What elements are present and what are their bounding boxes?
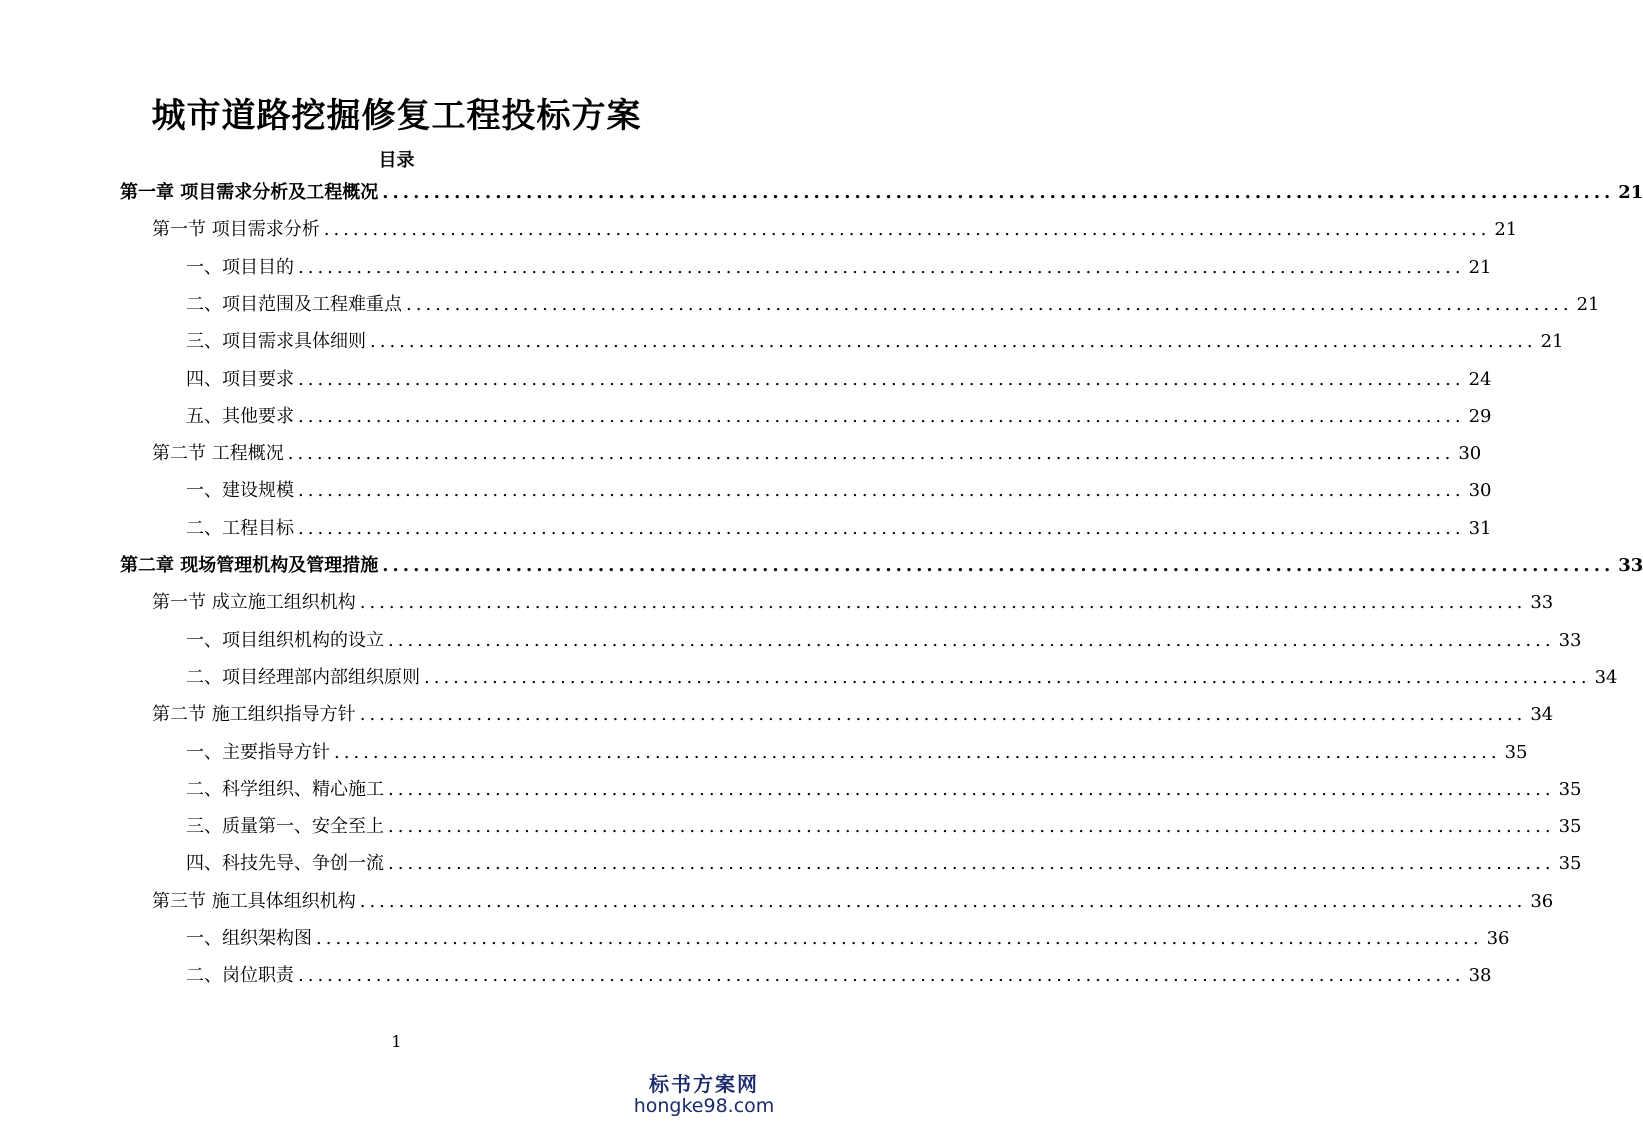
toc-entry-label: 第一节 成立施工组织机构 [152, 592, 356, 614]
toc-entry-page: 30 [1458, 443, 1482, 465]
toc-entry[interactable] [186, 510, 1492, 547]
toc-leader-dots: ........................................................................................................................ [388, 778, 1555, 800]
toc-leader-dots: ........................................................................................................................ [287, 443, 1455, 465]
toc-entry-label: 一、建设规模 [186, 480, 294, 502]
toc-leader-dots: ........................................................................................................................ [334, 741, 1501, 763]
toc-entry-page: 21 [1494, 219, 1518, 241]
watermark-name: 标书方案网 [649, 1072, 759, 1096]
toc-leader-dots: ........................................................................................................................ [298, 368, 1465, 390]
toc-entry-page: 33 [1530, 592, 1554, 614]
toc-entry-label: 二、项目经理部内部组织原则 [186, 666, 420, 688]
toc-entry-label: 四、项目要求 [186, 368, 294, 390]
toc-entry-label: 一、项目目的 [186, 256, 294, 278]
watermark-url: hongke98.com [633, 1095, 775, 1117]
toc-leader-dots: ........................................................................................................................ [298, 517, 1465, 539]
toc-leader-dots: ........................................................................................................................ [359, 592, 1527, 614]
toc-entry-label: 二、科学组织、精心施工 [186, 778, 384, 800]
toc-leader-dots: ........................................................................................................................ [298, 480, 1465, 502]
toc-entry[interactable] [186, 659, 1618, 696]
toc-entry-label: 第二节 施工组织指导方针 [152, 704, 356, 726]
toc-leader-dots: ........................................................................................................................ [298, 405, 1465, 427]
toc-leader-dots: ........................................................................................................................ [298, 256, 1465, 278]
toc-entry-page: 33 [1558, 629, 1582, 651]
toc-entry-page: 30 [1468, 480, 1492, 502]
toc-leader-dots: ........................................................................................................................ [424, 666, 1591, 688]
toc-heading: 目录 [378, 150, 415, 171]
toc-entry-page: 29 [1468, 405, 1492, 427]
toc-entry-page: 21 [1468, 256, 1492, 278]
toc-entry-page: 38 [1468, 965, 1492, 987]
toc-leader-dots: ........................................................................................................................ [382, 555, 1615, 576]
toc-entry-page: 31 [1468, 517, 1492, 539]
toc-entry-label: 三、项目需求具体细则 [186, 331, 366, 353]
toc-entry-page: 21 [1618, 182, 1643, 203]
page-number: 1 [391, 1032, 402, 1051]
toc-entry-label: 二、项目范围及工程难重点 [186, 293, 402, 315]
toc-entry[interactable] [152, 584, 1554, 621]
toc-entry[interactable] [186, 398, 1492, 435]
toc-leader-dots: ........................................................................................................................ [388, 853, 1555, 875]
toc-entry-page: 33 [1618, 555, 1643, 576]
watermark-logo [629, 1068, 779, 1117]
toc-leader-dots: ........................................................................................................................ [298, 965, 1465, 987]
toc-leader-dots: ........................................................................................................................ [359, 890, 1527, 912]
toc-entry[interactable] [152, 883, 1554, 920]
toc-entry[interactable] [186, 249, 1492, 286]
toc-entry[interactable] [186, 845, 1582, 882]
toc-entry-label: 二、工程目标 [186, 517, 294, 539]
toc-leader-dots: ........................................................................................................................ [406, 293, 1573, 315]
toc-leader-dots: ........................................................................................................................ [388, 816, 1555, 838]
toc-leader-dots: ........................................................................................................................ [370, 331, 1537, 353]
toc-entry-page: 35 [1504, 741, 1528, 763]
toc-entry-label: 一、组织架构图 [186, 928, 312, 949]
toc-leader-dots: ........................................................................................................................ [359, 704, 1527, 726]
toc-entry-label: 第一章 项目需求分析及工程概况 [120, 182, 379, 203]
toc-leader-dots: ........................................................................................................................ [388, 629, 1555, 651]
toc-entry[interactable] [186, 622, 1582, 659]
toc-entry[interactable] [186, 286, 1600, 323]
toc-entry-page: 34 [1530, 704, 1554, 726]
toc-entry-label: 第二节 工程概况 [152, 443, 284, 465]
toc-entry-page: 21 [1576, 293, 1600, 315]
toc-entry-label: 一、项目组织机构的设立 [186, 629, 384, 651]
toc-entry-label: 第一节 项目需求分析 [152, 219, 320, 241]
toc-entry-page: 34 [1594, 666, 1618, 688]
toc-entry[interactable] [152, 211, 1518, 248]
toc-leader-dots: ........................................................................................................................ [316, 928, 1483, 949]
toc-entry-page: 21 [1540, 331, 1564, 353]
toc-entry[interactable] [186, 361, 1492, 398]
toc-entry[interactable] [120, 547, 1643, 584]
toc-entry[interactable] [120, 174, 1643, 211]
toc-entry-label: 二、岗位职责 [186, 965, 294, 987]
toc-entry[interactable] [186, 734, 1528, 771]
toc-entry[interactable] [186, 808, 1582, 845]
toc-entry-page: 35 [1558, 778, 1582, 800]
toc-entry[interactable] [186, 920, 1510, 957]
toc-entry-label: 三、质量第一、安全至上 [186, 816, 384, 838]
toc-entry-page: 36 [1486, 928, 1510, 949]
toc-entry-label: 五、其他要求 [186, 405, 294, 427]
toc-leader-dots: ........................................................................................................................ [382, 182, 1615, 203]
toc-entry[interactable] [152, 435, 1482, 472]
toc-entry[interactable] [186, 323, 1564, 360]
toc-entry[interactable] [152, 696, 1554, 733]
toc-entry-label: 第二章 现场管理机构及管理措施 [120, 555, 379, 576]
toc-entry-page: 24 [1468, 368, 1492, 390]
toc-entry-label: 四、科技先导、争创一流 [186, 853, 384, 875]
toc-entry[interactable] [186, 472, 1492, 509]
toc-entry[interactable] [186, 957, 1492, 994]
toc-entry-page: 35 [1558, 853, 1582, 875]
toc-entry-label: 第三节 施工具体组织机构 [152, 890, 356, 912]
toc-leader-dots: ........................................................................................................................ [323, 219, 1491, 241]
toc-entry[interactable] [186, 771, 1582, 808]
document-title: 城市道路挖掘修复工程投标方案 [151, 96, 642, 136]
toc-entry-label: 一、主要指导方针 [186, 741, 330, 763]
toc-entry-page: 36 [1530, 890, 1554, 912]
toc-entry-page: 35 [1558, 816, 1582, 838]
